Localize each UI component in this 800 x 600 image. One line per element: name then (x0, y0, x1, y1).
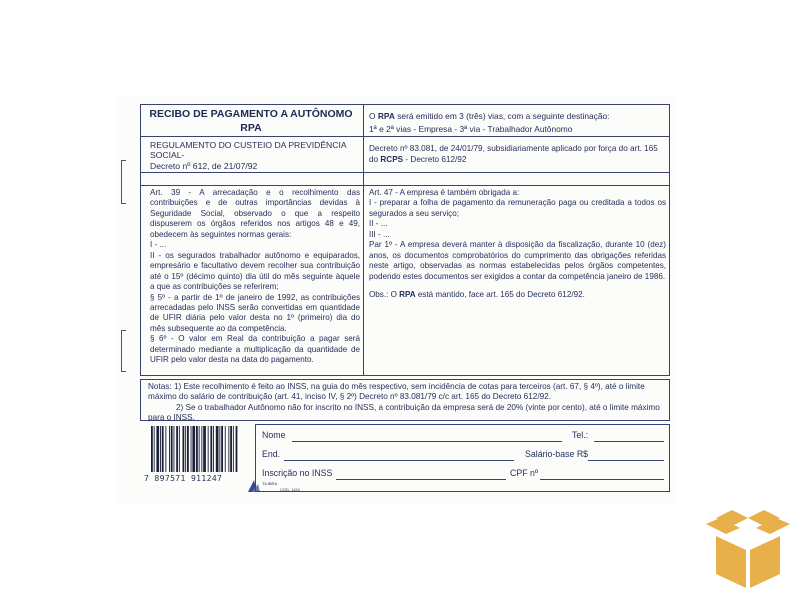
barcode-bar (171, 426, 173, 472)
barcode-bar (165, 426, 166, 472)
receipt-title (142, 107, 360, 135)
cpf-label: CPF nº (510, 468, 539, 478)
barcode-bar (183, 426, 185, 472)
right-paragraph: III - ... (369, 229, 390, 239)
salario-label: Salário-base R$ (525, 449, 589, 459)
left-paragraph: § 5º - a partir de 1º de janeiro de 1992, as contribuições arrecadadas pelo INSS serão convertidas em quantidade de UFIR diária pelo valor desta no 1º (primeiro) dia do mês subsequente ao da competência. (150, 292, 360, 333)
obs-paragraph (369, 290, 666, 300)
right-column (369, 188, 666, 301)
left-paragraph: Art. 39 - A arrecadação e o recolhimento das contribuições e de outras importâncias devidas à Seguridade Social, observado o que a respeito dispuserem os órgãos referidos nos artigos 48 e 49, obedecem às seguintes normas gerais: (150, 188, 360, 239)
nota-1: Notas: 1) Este recolhimento é feito ao INSS, na guia do mês respectivo, sem incidência de cotas para terceiros (art. 67, § 4º), até o limite máximo do salário de contribuição (art. 41, inciso IV, § 2º) Decreto nº 83.081/79 c/c art. 165 do Decreto 612/92. (148, 382, 645, 402)
barcode-bar (185, 426, 186, 472)
salario-field[interactable] (588, 460, 664, 461)
barcode-bar (162, 426, 164, 472)
rpa-info-line1 (369, 110, 664, 123)
decreto-bold: RCPS (380, 154, 404, 164)
obs-bold: RPA (399, 290, 416, 300)
barcode-bar (201, 426, 202, 472)
inscricao-label: Inscrição no INSS (262, 468, 333, 478)
payee-form (255, 424, 670, 492)
barcode-bar (191, 426, 192, 472)
nome-field[interactable] (292, 441, 562, 442)
rpa-info-line2: 1ª e 2ª vias - Empresa - 3ª via - Trabalhador Autônomo (369, 123, 573, 134)
brand-name: TILIBRA (262, 481, 278, 486)
barcode-bar (154, 426, 155, 472)
subtitle-text: RPA (240, 122, 262, 134)
cpf-field[interactable] (540, 479, 664, 480)
decreto-block (369, 144, 664, 165)
body-divider-2 (140, 185, 670, 186)
shipping-box-icon (702, 504, 794, 590)
end-label: End. (262, 449, 281, 459)
nome-label: Nome (262, 430, 286, 440)
barcode-number: 7 897571 911247 (144, 474, 223, 483)
notas-block (148, 382, 668, 423)
barcode-bar (160, 426, 161, 472)
regulamento-block (150, 140, 360, 171)
left-paragraph: I - ... (150, 240, 167, 250)
barcode-bar (199, 426, 200, 472)
barcode-bar (196, 426, 198, 472)
tel-field[interactable] (594, 441, 664, 442)
left-column (150, 188, 360, 366)
right-paragraph: Par 1º - A empresa deverá manter à disposição da fiscalização, durante 10 (dez) anos, os documentos comprobatórios do cumprimento das obrigações referidas neste artigo, observadas as normas estabelecidas pelos órgãos competentes, podendo estes documentos ser exigidos a contar da competência janeiro de 1986. (369, 240, 666, 281)
barcode-bar (208, 426, 209, 472)
right-paragraph: I - preparar a folha de pagamento da remuneração paga ou creditada a todos os segurados a seu serviço; (369, 198, 666, 218)
decreto-post: - Decreto 612/92 (403, 154, 467, 164)
regulamento-text: REGULAMENTO DO CUSTEIO DA PREVIDÊNCIA SOCIAL- (150, 140, 347, 161)
body-divider (140, 172, 670, 173)
decreto-pre: Decreto nº 83.081, de 24/01/79, subsidiariamente aplicado por força do art. 165 do (369, 144, 658, 164)
barcode-bar (192, 426, 195, 472)
column-divider (363, 104, 364, 376)
rpa-info-post: será emitido em 3 (três) vias, com a seguinte destinação: (394, 111, 610, 121)
inscricao-field[interactable] (336, 479, 506, 480)
right-paragraph: Art. 47 - A empresa é também obrigada a: (369, 188, 520, 197)
barcode-bar (228, 426, 229, 472)
rpa-info-pre: O (369, 111, 378, 121)
barcode-bar (174, 426, 175, 472)
barcode-bar (203, 426, 206, 472)
barcode-bar (230, 426, 232, 472)
barcode-bar (221, 426, 223, 472)
barcode-bar (210, 426, 212, 472)
rpa-info-bold: RPA (377, 111, 395, 121)
right-paragraph: II - ... (369, 219, 388, 229)
barcode-bar (156, 426, 159, 472)
brand-code: COD. 1124 (280, 487, 300, 492)
barcode-bar (151, 426, 153, 472)
barcode-bar (219, 426, 220, 472)
nota-2: 2) Se o trabalhador Autônomo não for inscrito no INSS, a contribuição da empresa será de 20% (vinte por cento), até o limite máximo para o INSS. (148, 402, 660, 422)
title-text: RECIBO DE PAGAMENTO A AUTÔNOMO (149, 108, 353, 120)
end-field[interactable] (284, 460, 514, 461)
tel-label: Tel.: (572, 430, 589, 440)
barcode-bar (225, 426, 226, 472)
barcode-bar (169, 426, 170, 472)
barcode-bar (179, 426, 180, 472)
header-divider (140, 136, 670, 137)
barcode-bar (233, 426, 234, 472)
barcode-bar (216, 426, 219, 472)
barcode-bar (213, 426, 214, 472)
obs-pre: Obs.: O (369, 290, 400, 300)
left-paragraph: § 6º - O valor em Real da contribuição a pagar será determinado mediante a multiplicação da quantidade de UFIR pelo valor desta na data do pagamento. (150, 334, 360, 365)
barcode (150, 426, 240, 474)
side-bracket (121, 160, 126, 204)
barcode-bar (187, 426, 189, 472)
rpa-info-block (369, 110, 664, 135)
barcode-bar (176, 426, 178, 472)
decreto-text: Decreto nº 612, de 21/07/92 (150, 160, 258, 171)
side-bracket (121, 330, 126, 372)
barcode-bar (236, 426, 238, 472)
left-paragraph: II - os segurados trabalhador autônomo e equiparados, empresário e facultativo devem recolher sua contribuição até o 15º (décimo quinto) dia útil do mês seguinte àquele a que as contribuições se referirem; (150, 250, 360, 292)
obs-post: está mantido, face art. 165 do Decreto 612/92. (415, 290, 585, 300)
